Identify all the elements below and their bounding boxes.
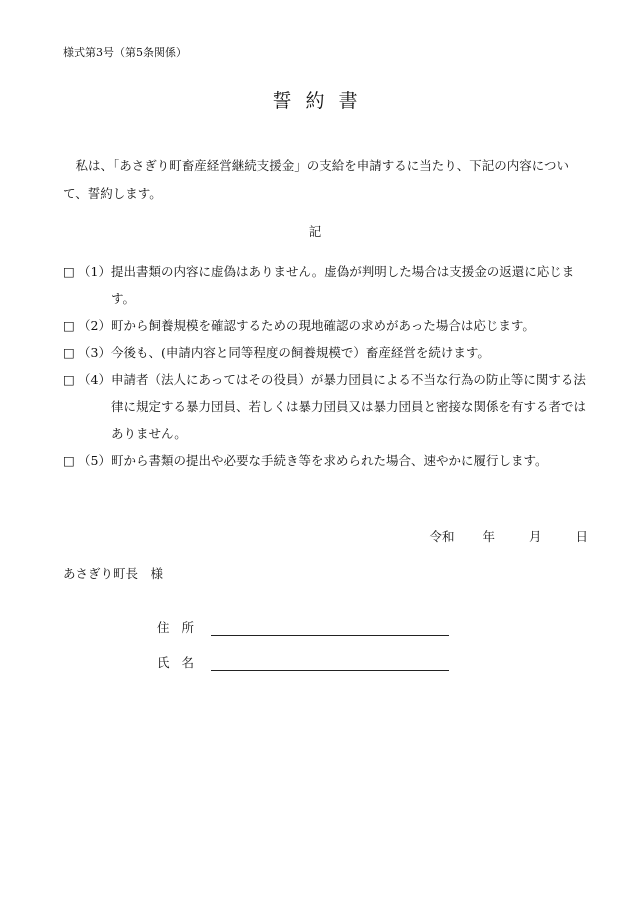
pledge-item-3 bbox=[63, 339, 593, 366]
checkbox-2[interactable]: □ bbox=[63, 318, 75, 333]
pledge-item-1 bbox=[63, 258, 593, 312]
name-label: 氏名 bbox=[157, 655, 207, 670]
date-month: 月 bbox=[528, 529, 542, 544]
date-era: 令和 bbox=[429, 529, 455, 544]
item-number-2: （2） bbox=[78, 318, 111, 333]
item-text-1: 提出書類の内容に虚偽はありません。虚偽が判明した場合は支援金の返還に応じます。 bbox=[110, 264, 575, 306]
pledge-item-5 bbox=[63, 447, 593, 474]
item-text-4: 申請者（法人にあってはその役員）が暴力団員による不当な行為の防止等に関する法律に規定する暴力団員、若しくは暴力団員又は暴力団員と密接な関係を有する者ではありません。 bbox=[110, 372, 586, 441]
checkbox-5[interactable]: □ bbox=[63, 453, 75, 468]
name-input-line[interactable] bbox=[211, 654, 449, 671]
date-line bbox=[429, 527, 588, 545]
address-input-line[interactable] bbox=[211, 619, 449, 636]
address-label: 住所 bbox=[157, 620, 207, 635]
ki-heading: 記 bbox=[308, 224, 322, 239]
name-field bbox=[157, 653, 449, 671]
date-year: 年 bbox=[482, 529, 495, 544]
item-number-1: （1） bbox=[78, 264, 111, 279]
item-number-5: （5） bbox=[78, 453, 111, 468]
date-day: 日 bbox=[575, 529, 588, 544]
checkbox-3[interactable]: □ bbox=[63, 345, 75, 360]
item-text-2: 町から飼養規模を確認するための現地確認の求めがあった場合は応じます。 bbox=[110, 318, 535, 333]
pledge-list bbox=[63, 258, 593, 474]
page-title: 誓約書 bbox=[272, 90, 372, 112]
intro-paragraph: 私は、「あさぎり町畜産経営継続支援金」の支給を申請するに当たり、下記の内容について、誓約します。 bbox=[63, 158, 570, 201]
checkbox-1[interactable]: □ bbox=[63, 264, 75, 279]
item-number-4: （4） bbox=[78, 372, 111, 387]
pledge-item-2 bbox=[63, 312, 593, 339]
checkbox-4[interactable]: □ bbox=[63, 372, 75, 387]
addressee: あさぎり町長 様 bbox=[63, 566, 164, 581]
address-field bbox=[157, 618, 449, 636]
item-number-3: （3） bbox=[78, 345, 111, 360]
form-number: 様式第3号（第5条関係） bbox=[63, 46, 187, 59]
pledge-item-4 bbox=[63, 366, 593, 447]
item-text-5: 町から書類の提出や必要な手続き等を求められた場合、速やかに履行します。 bbox=[110, 453, 548, 468]
item-text-3: 今後も、(申請内容と同等程度の飼養規模で）畜産経営を続けます。 bbox=[110, 345, 490, 360]
